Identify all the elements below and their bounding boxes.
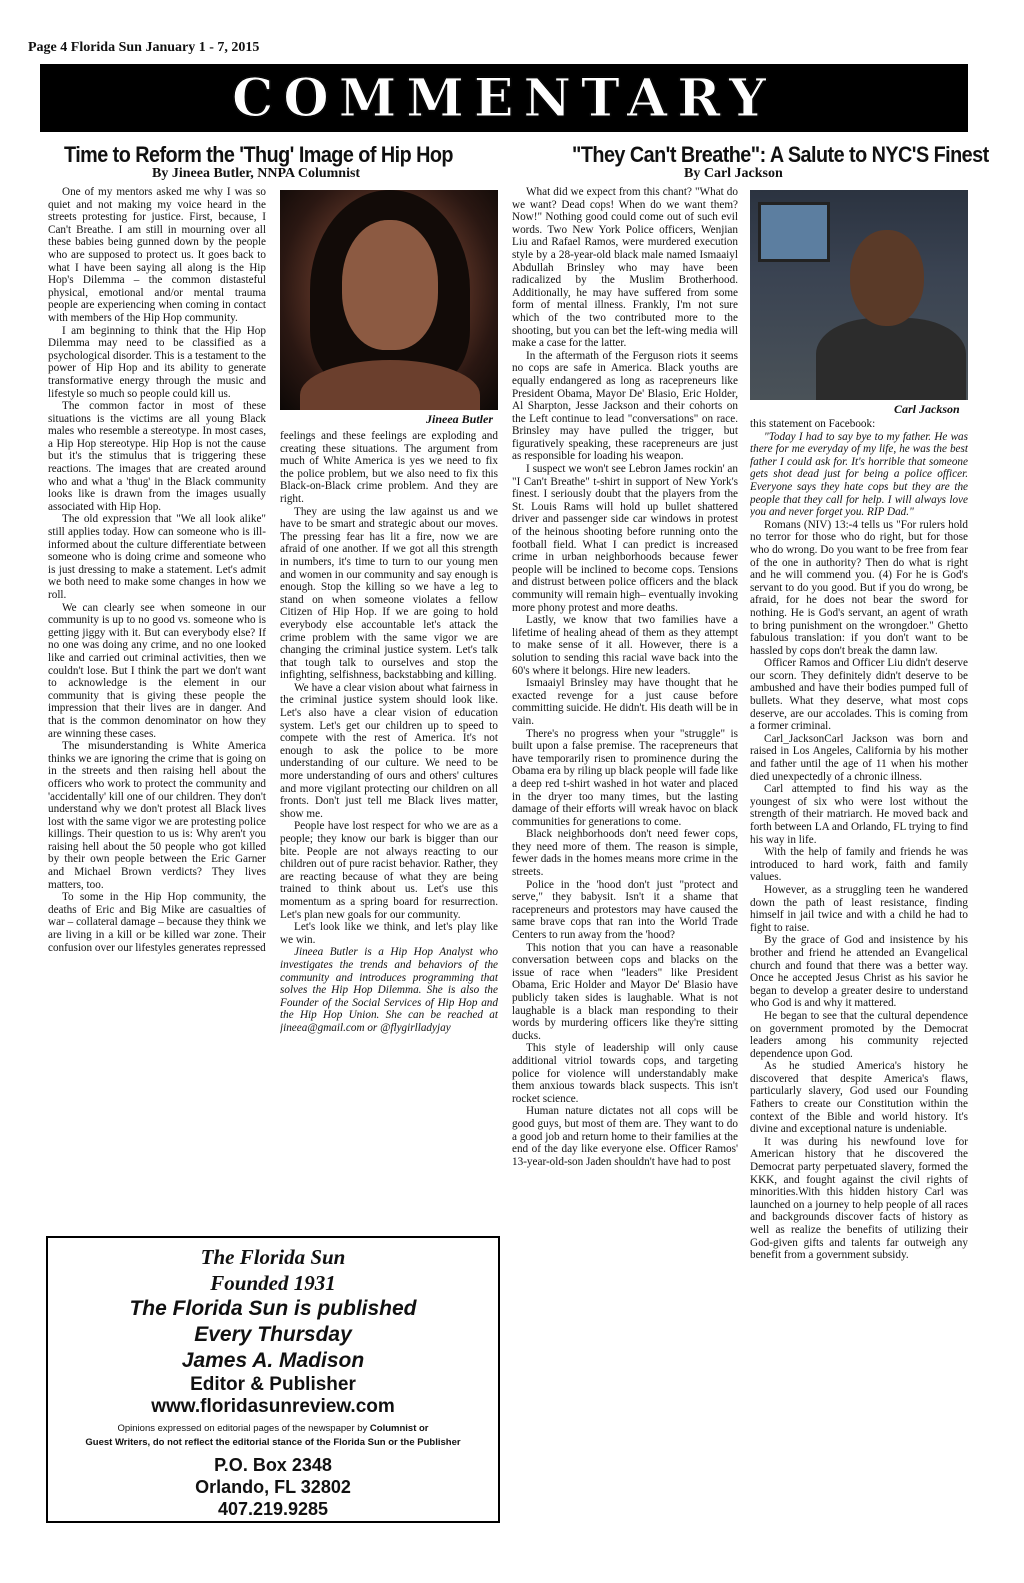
disclaimer-bold-2: Guest Writers, do not reflect the editorial stance of the Florida Sun or the Publisher [85, 1437, 461, 1448]
paragraph: This style of leadership will only cause additional vitriol towards cops, and targeting police for violence will understandably make them anxious towards black suspects. This isn't rocket science. [512, 1042, 738, 1105]
article2-column-4 [750, 418, 968, 1528]
paragraph: With the help of family and friends he was introduced to hard work, faith and family values. [750, 846, 968, 884]
info-box-founded: Founded 1931 [210, 1271, 336, 1295]
paragraph: The old expression that "We all look alike" still applies today. How can someone who is ill- informed about the culture differentiate between someone who is doing crime and someone who is just dressing to make a statement. Let's admit we both need to make some changes in how we roll. [48, 513, 266, 601]
paragraph: In the aftermath of the Ferguson riots it seems no cops are safe in America. Black youths are equally endangered as long as racepreneurs like President Obama, Mayor De' Blasio, Eric Holder, Al Sharpton, Jesse Jackson and their cohorts on the Left continue to lead "conversations" on race. Brinsley may have pulled the trigger, but figuratively speaking, these racepreneurs are just as responsible for loading his weapon. [512, 349, 738, 463]
paragraph: Black neighborhoods don't need fewer cops, they need more of them. The reason is simple, fewer dads in the homes means more crime in the streets. [512, 828, 738, 879]
info-box-website: www.floridasunreview.com [151, 1396, 395, 1417]
author-photo-butler [280, 190, 498, 410]
info-box-editor-name: James A. Madison [181, 1349, 365, 1372]
article1-column-1 [48, 186, 266, 1232]
article1-byline: By Jineea Butler, NNPA Columnist [152, 166, 361, 181]
article2-column-3 [512, 186, 738, 1526]
paragraph: Carl attempted to find his way as the youngest of six who were lost without the strength of their matriarch. He moved back and forth between LA and Orlando, FL trying to find his way in life. [750, 783, 968, 846]
paragraph: It was during his newfound love for American history that he discovered the Democrat party perpetuated slavery, formed the KKK, and fought against the civil rights of minorities.With this hidden history Carl was launched on a journey to help people of all races and backgrounds discover facts of history as well as realize the benefits of utilizing their God-given gifts and talents far outweigh any benefit from a government subsidy. [750, 1135, 968, 1262]
paragraph: I suspect we won't see Lebron James rockin' an "I Can't Breathe" t-shirt in support of New York's finest. I seriously doubt that the players from the St. Louis Rams will hold up bullet shattered driver and passenger side car windows in protest of the heinous shooting before running onto the football field. What I can predict is increased crime in urban neighborhoods because fewer people will be inclined to become cops. Tensions and distrust between police officers and the black community will remain high– eventually invoking more phony protest and more deaths. [512, 463, 738, 614]
author-photo-jackson [750, 190, 968, 400]
paragraph: Police in the 'hood don't just "protect and serve," they babysit. Isn't it a shame that racepreneurs and protestors may have caused the same brave cops that ran into the World Trade Centers to run away from the 'hood? [512, 878, 738, 942]
disclaimer-text: Opinions expressed on editorial pages of the newspaper by [117, 1423, 370, 1434]
section-banner-text: COMMENTARY [232, 67, 776, 129]
photo-caption-jackson: Carl Jackson [894, 402, 960, 416]
article1-column-2 [280, 430, 498, 1230]
paragraph: What did we expect from this chant? "What do we want? Dead cops! When do we want them? Now!" Nothing good could come out of such evil words. Two New York Police officers, Wenjian Liu and Rafael Ramos, were murdered execution style by a 28-year-old black male named Ismaaiyl Abdullah Brinsley who may have been radicalized by the Muslim Brotherhood. Additionally, he may have suffered from some form of mental illness. Frankly, I'm not sure which of the two contributed more to the shooting, but you can bet the left-wing media will make a case for the latter. [512, 186, 738, 350]
paragraph: Carl_JacksonCarl Jackson was born and raised in Los Angeles, California by his mother and father until the age of 11 when his mother died unexpectedly of a chronic illness. [750, 732, 968, 783]
paragraph: He began to see that the cultural dependence on government promoted by the Democrat leaders among his community rejected dependence upon God. [750, 1009, 968, 1060]
info-box-disclaimer [48, 1422, 498, 1450]
paragraph: The misunderstanding is White America thinks we are ignoring the crime that is going on in the streets and then raising hell about the officers who work to protect the community and 'accidentally' kill one of our children. They don't understand why we don't protest all Black lives lost with the same vigor we are protesting police killings. Their question to us is: Why aren't you raising hell about the 50 people who got killed by their own people between the Eric Garner and Michael Brown verdicts? They lives matters, too. [48, 740, 266, 891]
paragraph: As he studied America's history he discovered that despite America's flaws, particularly slavery, God used our Founding Fathers to create our Constitution within the context of the Bible and world history. It's divine and exceptional nature is undeniable. [750, 1060, 968, 1136]
paragraph: We have a clear vision about what fairness in the criminal justice system should look like. Let's also have a clear vision of education system. Let's get our children up to speed to compete with the rest of America. It's not enough to ask the police to be more understanding of our culture. We need to be more understanding of ours and others' cultures and more vigilant protecting our children on all fronts. Don't just tell me Black lives matter, show me. [280, 681, 498, 820]
photo-face [342, 220, 438, 350]
info-box-name: The Florida Sun [200, 1245, 346, 1269]
article2-byline: By Carl Jackson [684, 166, 783, 181]
info-box-editor-title: Editor & Publisher [190, 1374, 356, 1395]
info-box-published-2: Every Thursday [194, 1323, 352, 1346]
photo-monitor [758, 202, 830, 262]
info-box-city: Orlando, FL 32802 [195, 1477, 351, 1497]
paragraph: People have lost respect for who we are as a people; they know our bark is bigger than our bite. People are not always reacting to our children out of pure racist behavior. Rather, they are reacting because of what they are being trained to think about us. Let's use this momentum as a spring board for resurrection. Let's plan new goals for our community. [280, 820, 498, 921]
photo-caption-butler: Jineea Butler [426, 412, 494, 426]
section-banner [40, 64, 968, 132]
paragraph: I am beginning to think that the Hip Hop Dilemma may need to be classified as a psychological disorder. This is a testament to the power of Hip Hop and its ability to generate transformative energy through the music and lifestyle so much so people could kill us. [48, 324, 266, 400]
photo-body [816, 318, 966, 400]
photo-head [850, 230, 924, 326]
paragraph: We can clearly see when someone in our community is up to no good vs. someone who is getting jiggy with it. But can everybody else? If no one was doing any crime, and no one looked like and carried out criminal activities, then we couldn't lose. But I think the part we don't want to acknowledge is the element in our community that is giving these people the impression that their lives are in danger. And that is the common denominator on how they are winning these cases. [48, 601, 266, 740]
info-box-phone: 407.219.9285 [217, 1499, 329, 1519]
page-header: Page 4 Florida Sun January 1 - 7, 2015 [28, 40, 260, 55]
disclaimer-bold-1: Columnist or [369, 1423, 429, 1434]
paragraph: One of my mentors asked me why I was so quiet and not making my voice heard in the streets protesting for justice. First, because, I Can't Breathe. I am still in mourning over all these babies being gunned down by the people who are supposed to protect us. It goes back to what I have been saying all along is the Hip Hop's Dilemma – the common distasteful physical, emotional and/or mental trauma people are experiencing when coming in contact with members of the Hip Hop community. [48, 186, 266, 324]
article1-headline: Time to Reform the 'Thug' Image of Hip Hop [64, 142, 453, 167]
paragraph: Romans (NIV) 13:-4 tells us "For rulers hold no terror for those who do right, but for those who do wrong. Do you want to be free from fear of the one in authority? Then do what is right and he will commend you. (4) For he is God's servant to do you good. But if you do wrong, be afraid, for he does not bear the sword for nothing. He is God's servant, an agent of wrath to bring punishment on the wrongdoer." Ghetto fabulous translation: if you don't want to be hassled by cops don't break the damn law. [750, 518, 968, 657]
paragraph: There's no progress when your "struggle" is built upon a false premise. The racepreneurs that have temporarily risen to prominence during the Obama era by riling up black people will fade like a deep red t-shirt washed in hot water and placed in the dryer too many times, but the lasting damage of their efforts will wreak havoc on black communities for generations to come. [512, 727, 738, 828]
facebook-quote: "Today I had to say bye to my father. He was there for me everyday of my life, he was the best father I could ask for. It's horrible that someone gets shot dead just for being a police officer. Everyone says they hate cops but they are the people that they call for help. I will always love you and never forget you. RIP Dad." [750, 430, 968, 519]
paragraph: Lastly, we know that two families have a lifetime of healing ahead of them as they attempt to make sense of it all. However, there is a solution to sending this racial wave back into the 60's where it belongs. Hire new leaders. [512, 614, 738, 677]
florida-sun-info-box [46, 1236, 500, 1523]
author-bio: Jineea Butler is a Hip Hop Analyst who investigates the trends and behaviors of the community and introduces programming that solves the Hip Hop Dilemma. She is also the Founder of the Social Services of Hip Hop and the Hip Hop Union. She can be reached at jineea@gmail.com or @flygirlladyjay [280, 946, 498, 1034]
info-box-po-box: P.O. Box 2348 [214, 1455, 332, 1475]
paragraph: Officer Ramos and Officer Liu didn't deserve our scorn. They definitely didn't deserve to be ambushed and have their bodies pumped full of bullets. What they deserve, what most cops deserve, are our accolades. This is coming from a former criminal. [750, 657, 968, 733]
paragraph: The common factor in most of these situations is the victims are all young Black males who resemble a stereotype. In most cases, a Hip Hop stereotype. Hip Hop is not the cause but it's the stimulus that is triggering these reactions. The images that are created around who and what a 'thug' in the Black community looks like is drawn from the images usually associated with Hip Hop. [48, 400, 266, 513]
paragraph: By the grace of God and insistence by his brother and friend he attended an Evangelical church and found that there was a better way. Once he accepted Jesus Christ as his savior he began to develop a greater desire to understand who God is and why it mattered. [750, 934, 968, 1010]
paragraph: This notion that you can have a reasonable conversation between cops and blacks on the issue of race when "leaders" like President Obama, Eric Holder and Mayor De' Blasio have publicly taken sides is laughable. What is not laughable is a black man responding to their words by murdering officers like they're sitting ducks. [512, 941, 738, 1042]
paragraph: this statement on Facebook: [750, 418, 876, 430]
paragraph: However, as a struggling teen he wandered down the path of least resistance, finding himself in jail twice and with a child he had to fight to raise. [750, 883, 968, 934]
paragraph: To some in the Hip Hop community, the deaths of Eric and Big Mike are casualties of war – collateral damage – because they think we are living in a kill or be killed war zone. Their confusion over our lifestyles generates repressed [48, 891, 266, 954]
info-box-published-1: The Florida Sun is published [129, 1297, 417, 1320]
paragraph: Ismaaiyl Brinsley may have thought that he exacted revenge for a just cause before committing suicide. He didn't. His death will be in vain. [512, 677, 738, 727]
paragraph: feelings and these feelings are exploding and creating these situations. The argument from much of White America is yes we need to fix the police problem, but we also need to fix this Black-on-Black crime problem. And they are right. [280, 430, 498, 505]
paragraph: They are using the law against us and we have to be smart and strategic about our moves. The pressing fear has lit a fire, now we are afraid of one another. If we got all this strength in numbers, it's time to turn to our young men and women in our community and say enough is enough. Stop the killing so we have a leg to stand on when someone violates a fellow Citizen of Hip Hop. If we are going to hold everybody else accountable let's attack the crime problem with the same vigor we are changing the criminal justice system. Let's talk that tough talk to ourselves and stop the infighting, selfishness, backstabbing and killing. [280, 505, 498, 682]
paragraph: Human nature dictates not all cops will be good guys, but most of them are. They want to do a good job and return home to their families at the end of the day like everyone else. Officer Ramos' 13-year-old-son Jaden shouldn't have had to post [512, 1105, 738, 1168]
paragraph: Let's look like we think, and let's play like we win. [280, 921, 498, 946]
article2-headline: "They Can't Breathe": A Salute to NYC'S Finest [572, 142, 989, 167]
